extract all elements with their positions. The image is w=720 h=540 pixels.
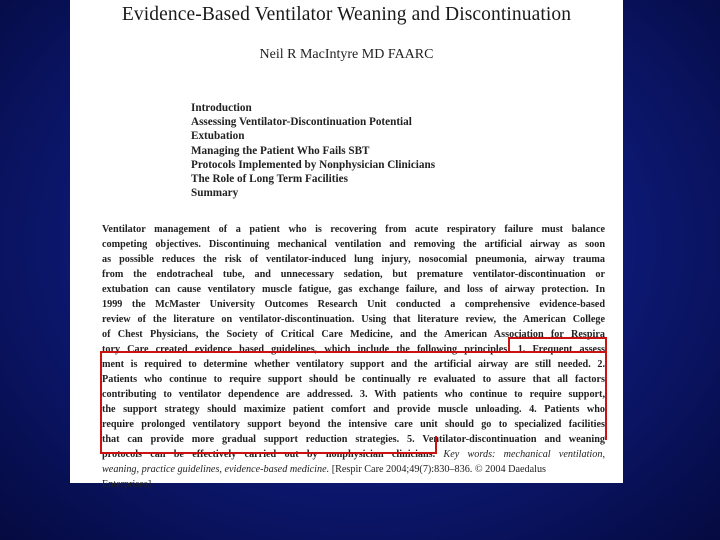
toc-item: Protocols Implemented by Nonphysician Clinicians xyxy=(191,158,436,171)
abstract-line: protocols can be effectively carried out by nonphysician clinicians. xyxy=(102,449,436,460)
citation: [Respir Care 2004;49(7):830–836. © 2004 Daedalus xyxy=(331,464,546,475)
paper-page xyxy=(70,0,623,490)
abstract-line: ment is required to determine whether ventilatory support and the artificial airway are still needed. 2. xyxy=(102,359,605,370)
abstract-line: the support strategy should maximize patient comfort and provide muscle unloading. 4. Patients who xyxy=(102,404,605,415)
keywords-inline: Key words: mechanical ventilation, xyxy=(443,449,605,460)
abstract-line: review of the literature on ventilator-discontinuation. Using that literature review, the American College xyxy=(102,314,605,325)
abstract-line: 1999 the McMaster University Outcomes Research Unit conducted a comprehensive evidence-based xyxy=(102,299,605,310)
toc-item: Introduction xyxy=(191,102,252,114)
keywords-line xyxy=(102,462,605,477)
keywords-continued: weaning, practice guidelines, evidence-based medicine. xyxy=(102,464,330,475)
paper-author: Neil R MacIntyre MD FAARC xyxy=(259,47,434,62)
toc-item: The Role of Long Term Facilities xyxy=(191,173,348,186)
paper-title: Evidence-Based Ventilator Weaning and Discontinuation xyxy=(121,4,572,25)
abstract-line-keywords xyxy=(102,447,605,462)
abstract-line: that can provide more gradual support reduction strategies. 5. Ventilator-discontinuation and weaning xyxy=(102,434,605,445)
abstract-line: tory Care created evidence based guidelines, which include the following principles: 1. Frequent assess xyxy=(102,344,605,355)
toc-item: Assessing Ventilator-Discontinuation Potential xyxy=(191,116,412,129)
toc-item: Summary xyxy=(191,187,239,200)
table-of-contents xyxy=(191,101,435,200)
toc-item: Extubation xyxy=(191,130,245,143)
abstract-line: extubation can cause ventilatory muscle fatigue, gas exchange failure, and loss of airway protection. In xyxy=(102,284,605,295)
citation-continued: Enterprises] xyxy=(102,479,152,490)
abstract-line: contributing to ventilator dependence are addressed. 3. With patients who continue to require support, xyxy=(102,389,605,400)
abstract-line: Patients who continue to require support should be continually re evaluated to assure that all factors xyxy=(102,374,605,385)
abstract-line: as possible reduces the risk of ventilator-induced lung injury, nosocomial pneumonia, airway trauma xyxy=(102,254,605,265)
abstract-line: require prolonged ventilatory support beyond the intensive care unit should go to specialized facilities xyxy=(102,419,605,430)
toc-item: Managing the Patient Who Fails SBT xyxy=(191,144,370,157)
abstract-line: of Chest Physicians, the Society of Critical Care Medicine, and the American Association for Respira xyxy=(102,329,605,340)
abstract xyxy=(102,222,605,492)
abstract-line: competing objectives. Discontinuing mechanical ventilation and removing the artificial airway as soon xyxy=(102,239,605,250)
abstract-line: from the endotracheal tube, and unnecessary sedation, but premature ventilator-discontinuation or xyxy=(102,269,605,280)
abstract-line: Ventilator management of a patient who is recovering from acute respiratory failure must balance xyxy=(102,224,605,235)
